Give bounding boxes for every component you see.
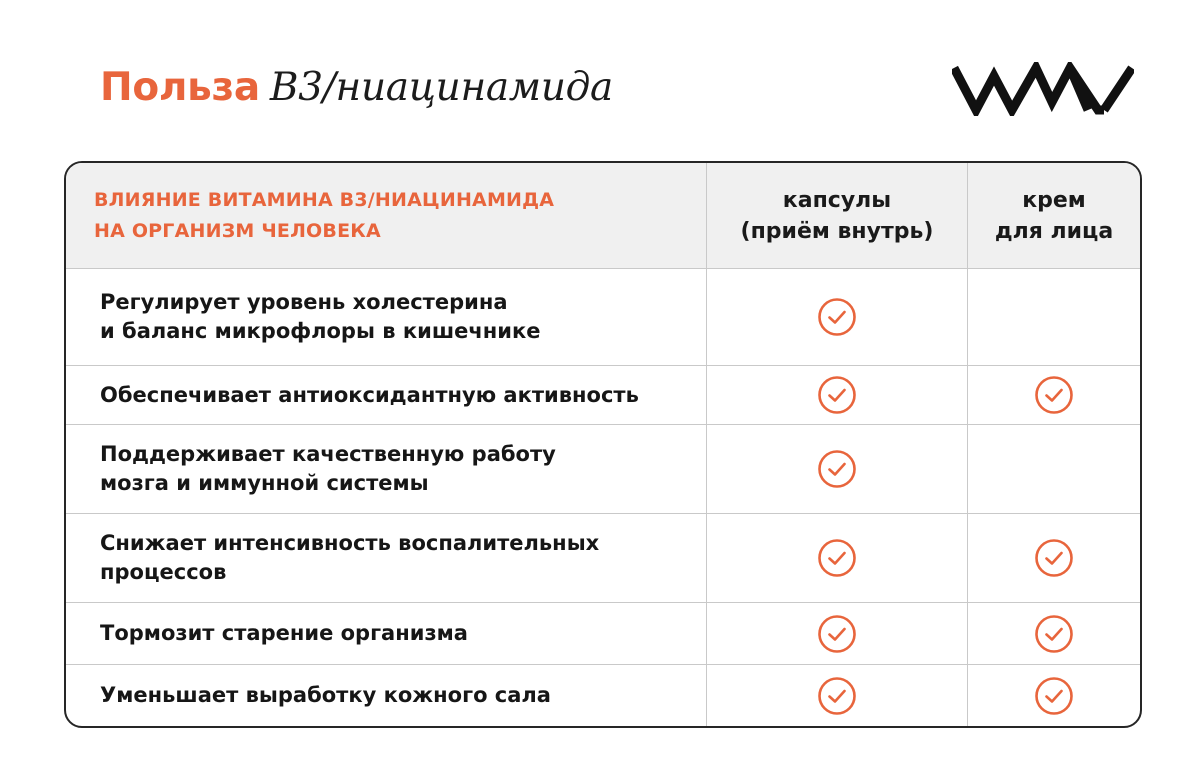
table-row	[66, 602, 1140, 664]
check-circle-icon	[817, 449, 857, 489]
header-label: ВЛИЯНИЕ ВИТАМИНА В3/НИАЦИНАМИДА НА ОРГАНИЗМ ЧЕЛОВЕКА	[94, 188, 555, 242]
cream-cell	[967, 603, 1140, 664]
check-circle-icon	[817, 538, 857, 578]
row-benefit-text: Снижает интенсивность воспалительных процессов	[100, 531, 600, 584]
table-row	[66, 424, 1140, 513]
check-circle-icon	[1034, 375, 1074, 415]
cream-cell	[967, 269, 1140, 365]
check-circle-icon	[817, 297, 857, 337]
cream-cell	[967, 425, 1140, 513]
capsules-cell	[706, 425, 967, 513]
cream-cell	[967, 366, 1140, 424]
check-circle-icon	[817, 676, 857, 716]
row-benefit-text: Тормозит старение организма	[100, 621, 468, 645]
check-circle-icon	[1034, 614, 1074, 654]
check-circle-icon	[1034, 538, 1074, 578]
table-row	[66, 513, 1140, 602]
table-header-row	[66, 163, 1140, 268]
cream-cell	[967, 665, 1140, 726]
capsules-cell	[706, 366, 967, 424]
title-rest: В3/ниацинамида	[269, 65, 614, 110]
capsules-cell	[706, 514, 967, 602]
check-circle-icon	[817, 614, 857, 654]
row-benefit-text: Регулирует уровень холестерина и баланс микрофлоры в кишечнике	[100, 290, 541, 343]
header-cream: крем для лица	[994, 187, 1114, 244]
wm-logo-icon	[952, 62, 1134, 116]
row-benefit-text: Уменьшает выработку кожного сала	[100, 683, 551, 707]
capsules-cell	[706, 269, 967, 365]
capsules-cell	[706, 603, 967, 664]
title-accent: Польза	[100, 65, 260, 110]
page-title	[100, 62, 613, 114]
header-capsules: капсулы (приём внутрь)	[740, 187, 934, 244]
cream-cell	[967, 514, 1140, 602]
check-circle-icon	[817, 375, 857, 415]
check-circle-icon	[1034, 676, 1074, 716]
benefits-table	[64, 161, 1142, 728]
table-row	[66, 268, 1140, 365]
capsules-cell	[706, 665, 967, 726]
table-row	[66, 664, 1140, 726]
row-benefit-text: Поддерживает качественную работу мозга и иммунной системы	[100, 442, 556, 495]
table-row	[66, 365, 1140, 424]
row-benefit-text: Обеспечивает антиоксидантную активность	[100, 382, 639, 407]
